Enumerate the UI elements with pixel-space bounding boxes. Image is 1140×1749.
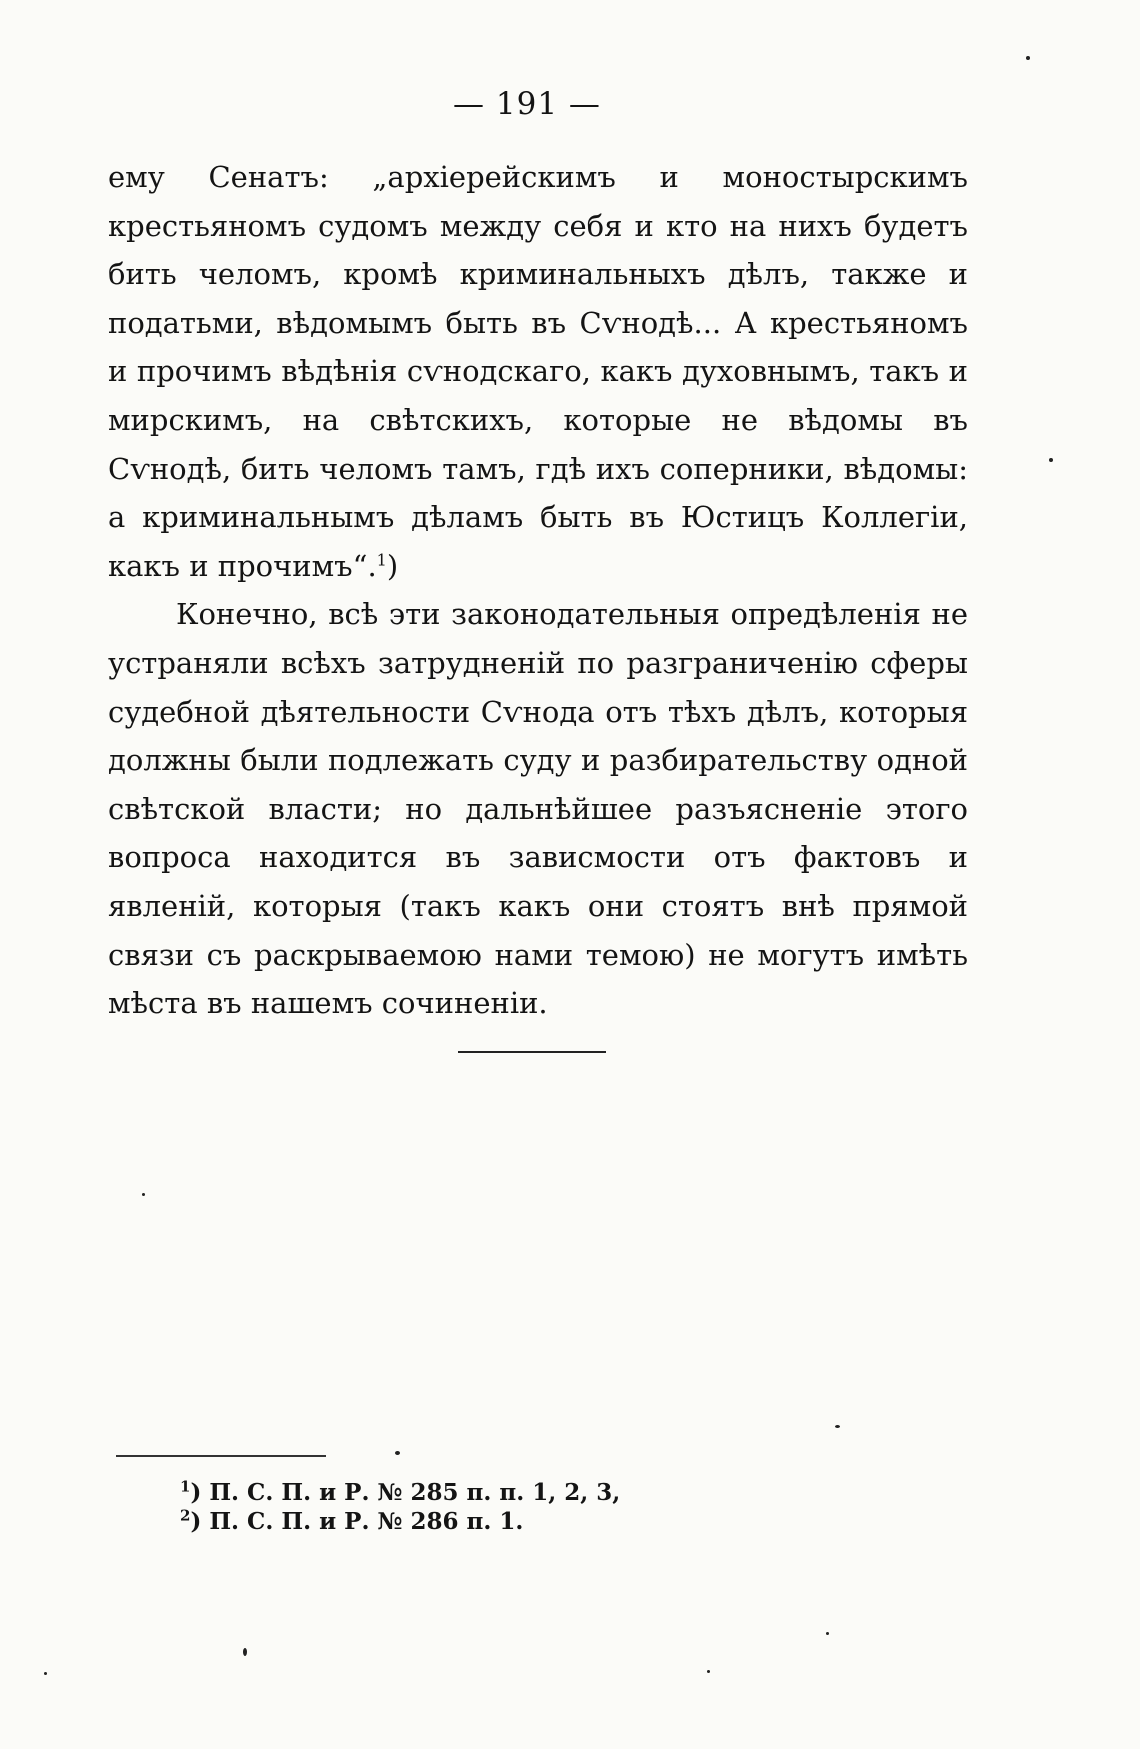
print-speck — [142, 1193, 145, 1196]
footnote-2 — [180, 1507, 620, 1536]
footnote-1 — [180, 1478, 620, 1507]
footnote-separator — [116, 1455, 326, 1457]
print-speck — [1026, 56, 1030, 60]
print-speck — [826, 1632, 829, 1635]
paragraph-1-text: ему Сенатъ: „архіерейскимъ и моностырскимъ крестьяномъ судомъ между себя и кто на нихъ будетъ бить челомъ, кромѣ криминальныхъ дѣлъ, также и податьми, вѣдомымъ быть въ Сѵнодѣ... А крестьяномъ и прочимъ вѣдѣнія сѵнодскаго, какъ духовнымъ, такъ и мирскимъ, на свѣтскихъ, которые не вѣдомы въ Сѵнодѣ, бить челомъ тамъ, гдѣ ихъ соперники, вѣдомы: а криминальнымъ дѣламъ быть въ Юстицъ Коллегіи, какъ и прочимъ“. — [108, 160, 968, 583]
footnote-1-marker: 1 — [180, 1477, 191, 1496]
print-speck — [1049, 458, 1053, 462]
footnote-reference-1: 1 — [376, 550, 387, 570]
print-speck — [395, 1451, 400, 1455]
page-number: — 191 — — [453, 86, 601, 122]
print-speck — [243, 1648, 247, 1656]
footnote-2-marker: 2 — [180, 1506, 191, 1525]
section-end-rule — [458, 1051, 606, 1053]
footnote-1-text: ) П. С. П. и Р. № 285 п. п. 1, 2, 3, — [190, 1479, 621, 1506]
print-speck — [707, 1670, 710, 1673]
main-text — [108, 153, 968, 1028]
paragraph-1 — [108, 153, 968, 590]
footnote-reference-1-close: ) — [386, 548, 399, 583]
print-speck — [835, 1425, 840, 1428]
footnote-2-text: ) П. С. П. и Р. № 286 п. 1. — [190, 1508, 524, 1535]
paragraph-2: Конечно, всѣ эти законодательныя опредѣленія не устраняли всѣхъ затрудненій по разграниченію сферы судебной дѣятельности Сѵнода отъ тѣхъ дѣлъ, которыя должны были подлежать суду и разбирательству одной свѣтской власти; но дальнѣйшее разъясненіе этого вопроса находится въ зависмости отъ фактовъ и явленій, которыя (такъ какъ они стоятъ внѣ прямой связи съ раскрываемою нами темою) не могутъ имѣть мѣста въ нашемъ сочиненіи. — [108, 597, 968, 1021]
footnotes — [180, 1478, 620, 1536]
print-speck — [44, 1672, 47, 1675]
